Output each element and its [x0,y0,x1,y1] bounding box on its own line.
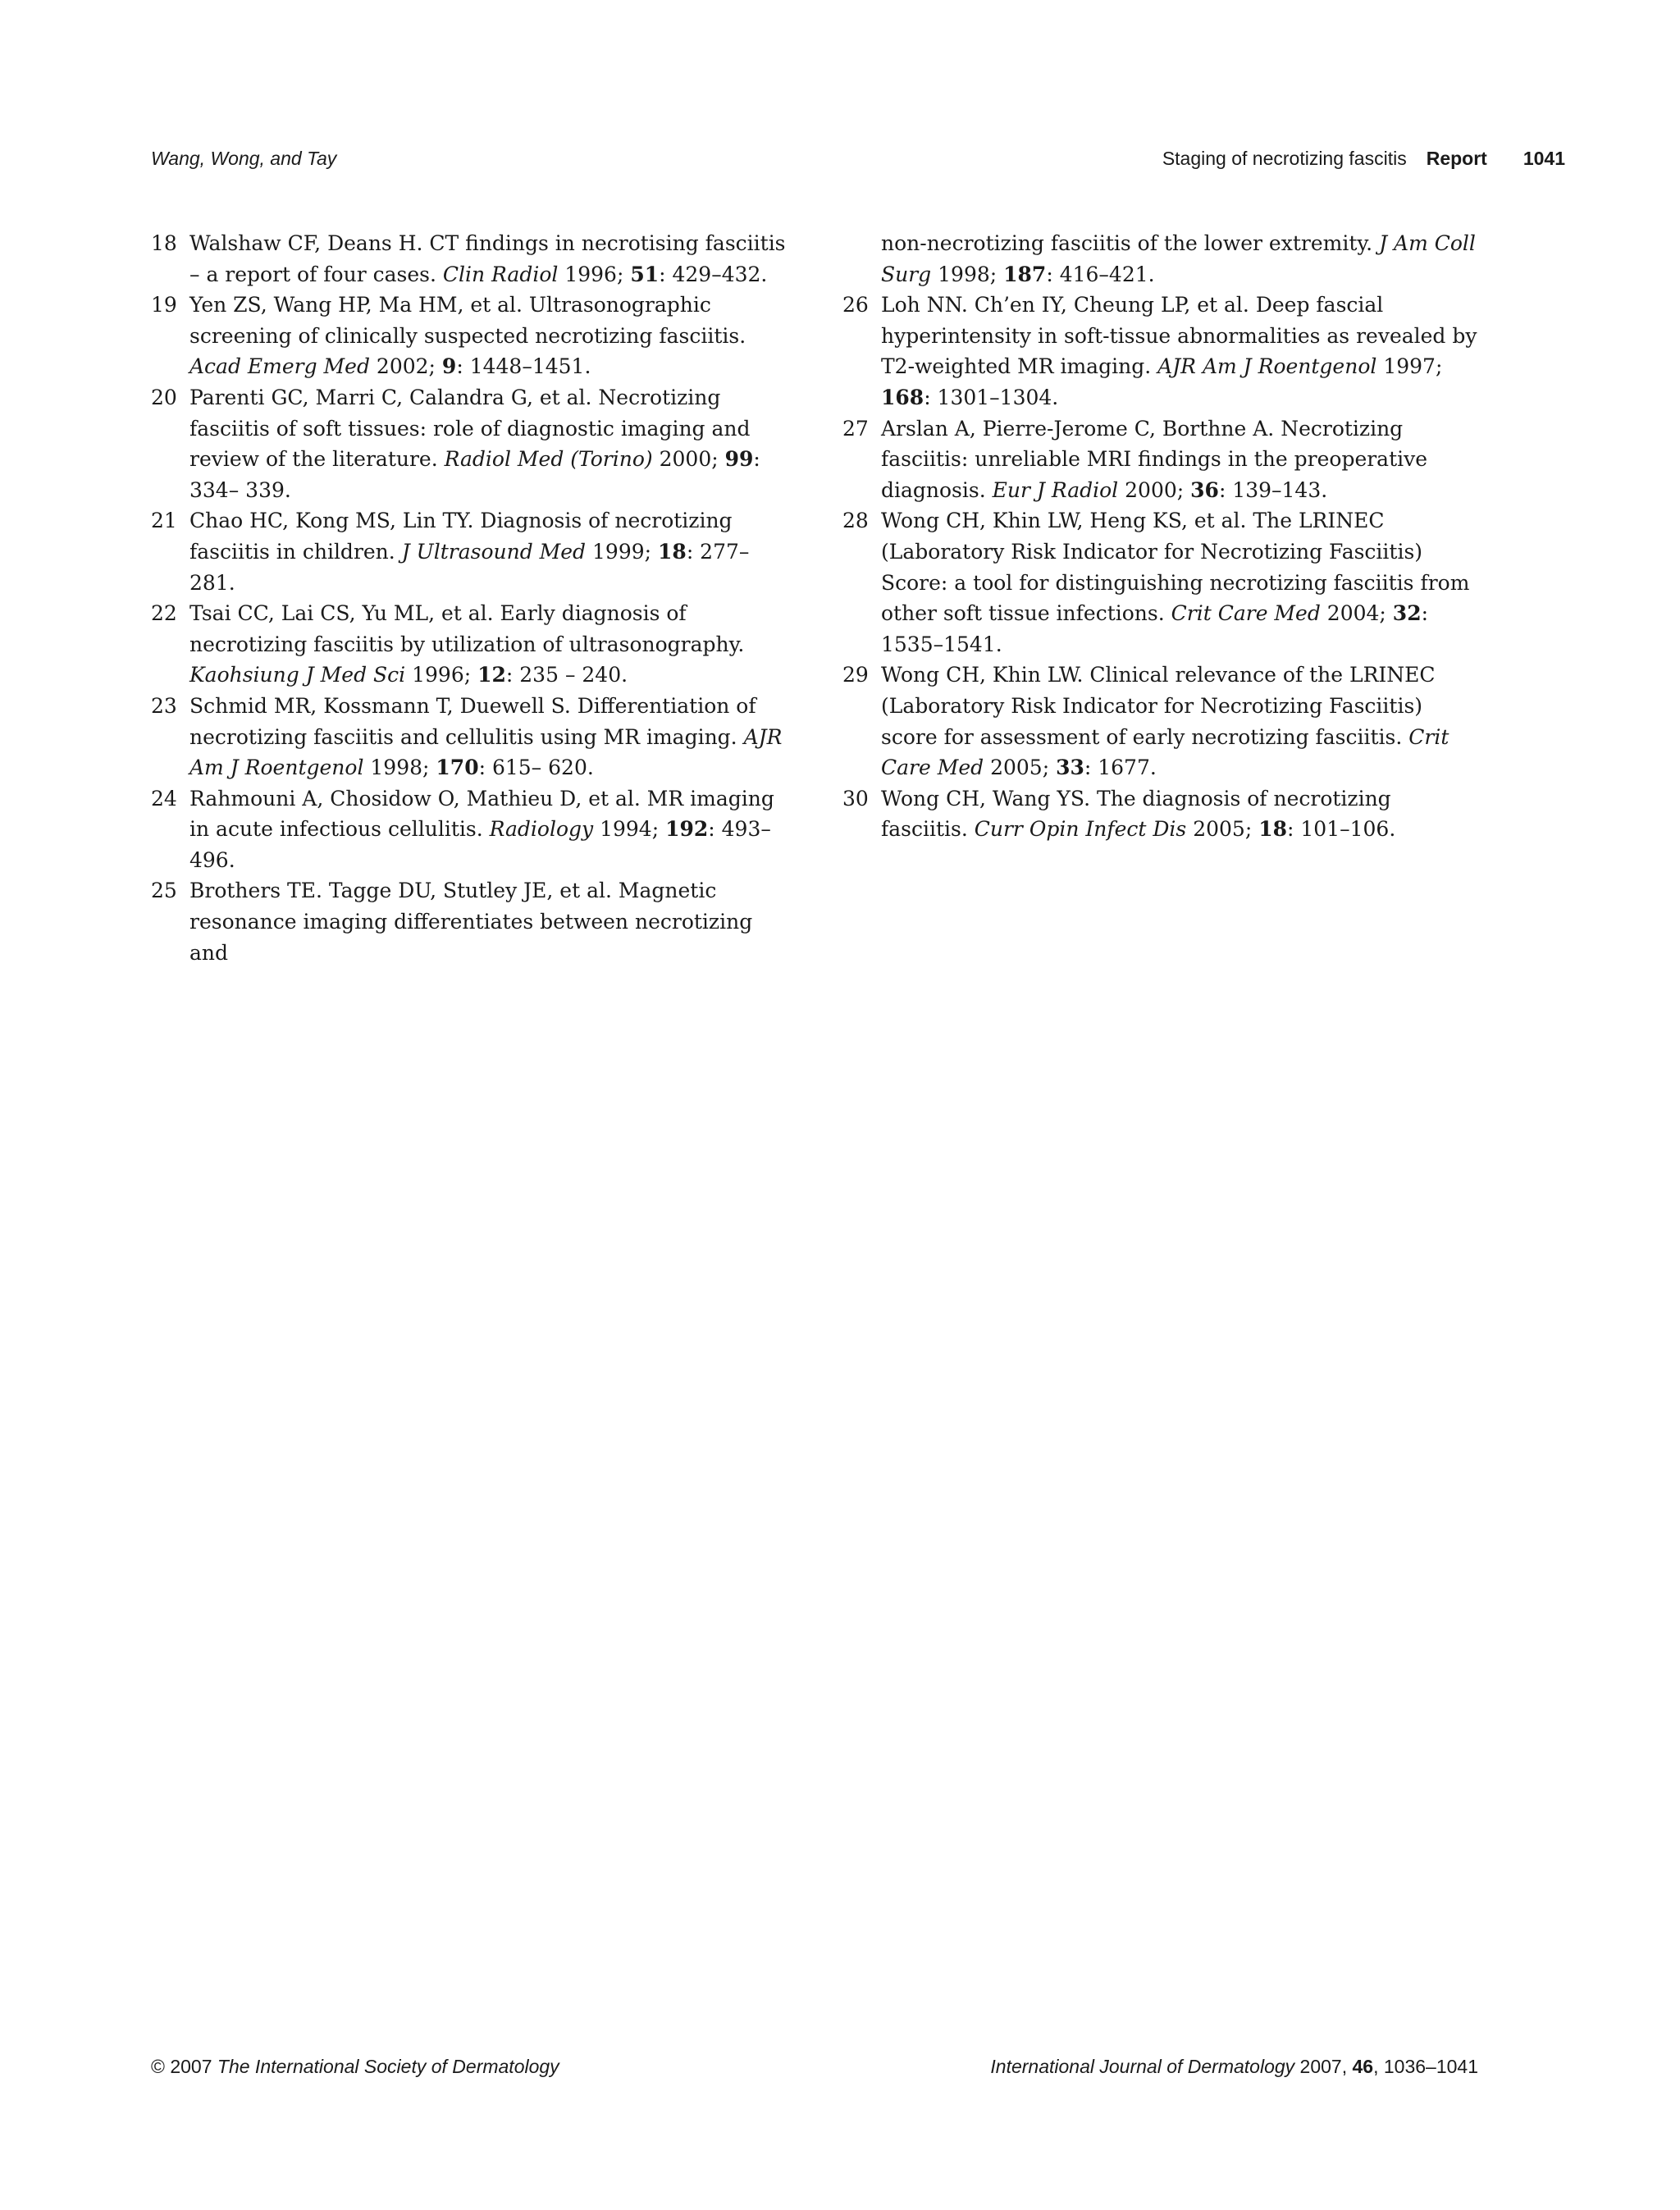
references-column-right [842,228,1482,845]
reference-25: 25 Brothers TE. Tagge DU, Stutley JE, et al. Magnetic resonance imaging differentiates between necrotizing and [151,879,753,965]
reference-19: 19 Yen ZS, Wang HP, Ma HM, et al. Ultrasonographic screening of clinically suspected necrotizing fasciitis. Acad Emerg Med 2002; 9: 1448–1451. [151,293,746,379]
reference-28: 28 Wong CH, Khin LW, Heng KS, et al. The LRINEC (Laboratory Risk Indicator for Necrotizing Fasciitis) Score: a tool for distinguishing necrotizing fasciitis from other soft tissue infections. Crit Care Med 2004; 32: 1535–1541. [842,509,1470,656]
reference-21: 21 Chao HC, Kong MS, Lin TY. Diagnosis of necrotizing fasciitis in children. J Ultrasound Med 1999; 18: 277– 281. [151,509,750,595]
running-header-right [1162,148,1565,170]
running-header-authors: Wang, Wong, and Tay [151,148,337,169]
section-label: Report [1426,148,1487,169]
reference-20: 20 Parenti GC, Marri C, Calandra G, et al. Necrotizing fasciitis of soft tissues: role of diagnostic imaging and review of the literature. Radiol Med (Torino) 2000; 99: 334– 339. [151,385,760,502]
page-number: 1041 [1522,148,1565,169]
reference-25-continued: non-necrotizing fasciitis of the lower extremity. J Am Coll Surg 1998; 187: 416–421. [881,231,1476,286]
references-column-left [151,228,791,968]
reference-30: 30 Wong CH, Wang YS. The diagnosis of necrotizing fasciitis. Curr Opin Infect Dis 2005; 18: 101–106. [842,786,1396,842]
reference-26: 26 Loh NN. Ch’en IY, Cheung LP, et al. Deep fascial hyperintensity in soft-tissue abnormalities as revealed by T2-weighted MR imaging. AJR Am J Roentgenol 1997; 168: 1301–1304. [842,293,1477,409]
reference-29: 29 Wong CH, Khin LW. Clinical relevance of the LRINEC (Laboratory Risk Indicator for Necrotizing Fasciitis) score for assessment of early necrotizing fasciitis. Crit Care Med 2005; 33: 1677. [842,663,1449,780]
reference-18: 18 Walshaw CF, Deans H. CT findings in necrotising fasciitis – a report of four cases. Clin Radiol 1996; 51: 429–432. [151,231,786,286]
footer-copyright: © 2007 The International Society of Dermatology [151,2056,559,2077]
running-title: Staging of necrotizing fascitis [1162,148,1407,169]
footer-citation: International Journal of Dermatology 2007, 46, 1036–1041 [990,2056,1478,2077]
reference-22: 22 Tsai CC, Lai CS, Yu ML, et al. Early diagnosis of necrotizing fasciitis by utilization of ultrasonography. Kaohsiung J Med Sci 1996; 12: 235 – 240. [151,601,745,687]
reference-24: 24 Rahmouni A, Chosidow O, Mathieu D, et al. MR imaging in acute infectious cellulitis. Radiology 1994; 192: 493–496. [151,786,774,872]
reference-27: 27 Arslan A, Pierre-Jerome C, Borthne A. Necrotizing fasciitis: unreliable MRI findings in the preoperative diagnosis. Eur J Radiol 2000; 36: 139–143. [842,416,1428,502]
reference-23: 23 Schmid MR, Kossmann T, Duewell S. Differentiation of necrotizing fasciitis and cellulitis using MR imaging. AJR Am J Roentgenol 1998; 170: 615– 620. [151,693,783,780]
